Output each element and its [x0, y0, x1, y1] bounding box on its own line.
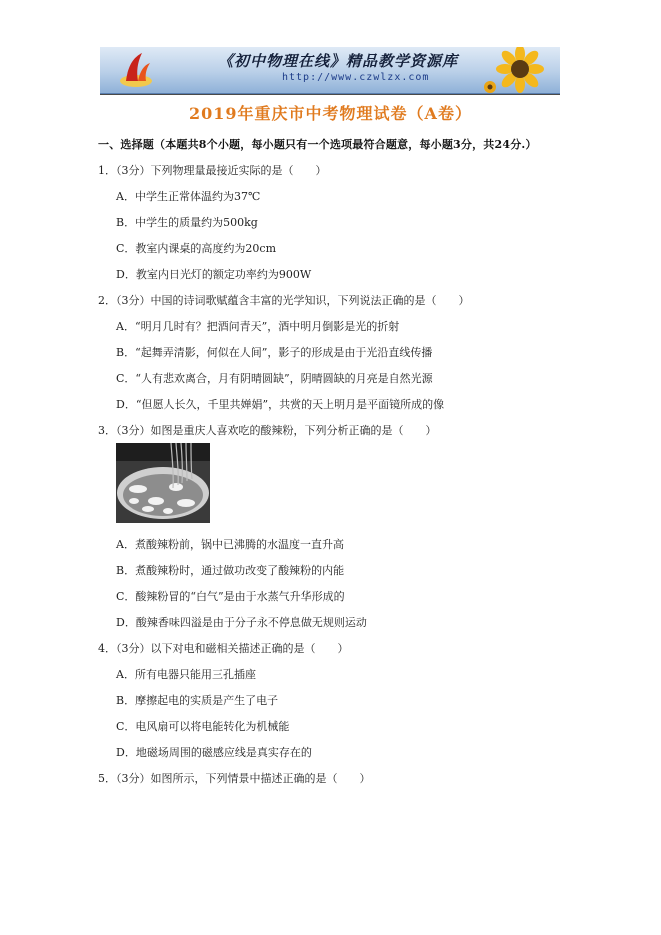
question-5-stem: 5．（3分）如图所示，下列情景中描述正确的是（ ） — [98, 772, 371, 785]
header-divider — [100, 94, 560, 95]
question-3-option-c: C．酸辣粉冒的“白气”是由于水蒸气升华形成的 — [116, 590, 345, 603]
question-1-stem: 1．（3分）下列物理量最接近实际的是（ ） — [98, 164, 327, 177]
question-3-stem: 3．（3分）如图是重庆人喜欢吃的酸辣粉，下列分析正确的是（ ） — [98, 424, 437, 437]
question-4-stem: 4．（3分）以下对电和磁相关描述正确的是（ ） — [98, 642, 349, 655]
question-3-option-d: D．酸辣香味四溢是由于分子永不停息做无规则运动 — [116, 616, 367, 629]
question-2-option-c: C．“人有悲欢离合，月有阴晴圆缺”，阴晴圆缺的月亮是自然光源 — [116, 372, 433, 385]
question-2-stem: 2．（3分）中国的诗词歌赋蕴含丰富的光学知识，下列说法正确的是（ ） — [98, 294, 470, 307]
question-4-option-c: C．电风扇可以将电能转化为机械能 — [116, 720, 290, 733]
site-logo-icon — [118, 51, 154, 89]
question-4-option-d: D．地磁场周围的磁感应线是真实存在的 — [116, 746, 312, 759]
question-1-option-c: C．教室内课桌的高度约为20cm — [116, 242, 277, 255]
header-banner — [100, 47, 560, 95]
question-1-option-b: B．中学生的质量约为500kg — [116, 216, 258, 229]
question-4-option-a: A．所有电器只能用三孔插座 — [116, 668, 256, 681]
section-heading: 一、选择题（本题共8个小题，每小题只有一个选项最符合题意，每小题3分，共24分.） — [98, 138, 537, 151]
question-1-option-d: D．教室内日光灯的额定功率约为900W — [116, 268, 312, 281]
question-3-option-b: B．煮酸辣粉时，通过做功改变了酸辣粉的内能 — [116, 564, 345, 577]
page-title: 2019年重庆市中考物理试卷（A卷） — [189, 104, 472, 123]
question-3-option-a: A．煮酸辣粉前，锅中已沸腾的水温度一直升高 — [116, 538, 344, 551]
noodle-photo — [116, 443, 210, 523]
question-2-option-d: D．“但愿人长久，千里共婵娟”，共赏的天上明月是平面镜所成的像 — [116, 398, 445, 411]
banner-url[interactable]: http://www.czwlzx.com — [282, 72, 430, 83]
question-2-option-b: B．“起舞弄清影，何似在人间”，影子的形成是由于光沿直线传播 — [116, 346, 433, 359]
noodle-image-icon — [116, 443, 210, 523]
question-2-option-a: A．“明月几时有？把酒问青天”，酒中明月倒影是光的折射 — [116, 320, 400, 333]
question-4-option-b: B．摩擦起电的实质是产生了电子 — [116, 694, 279, 707]
sunflower-icon — [482, 47, 552, 93]
question-1-option-a: A．中学生正常体温约为37℃ — [116, 190, 261, 203]
banner-title: 《初中物理在线》精品教学资源库 — [218, 52, 459, 70]
